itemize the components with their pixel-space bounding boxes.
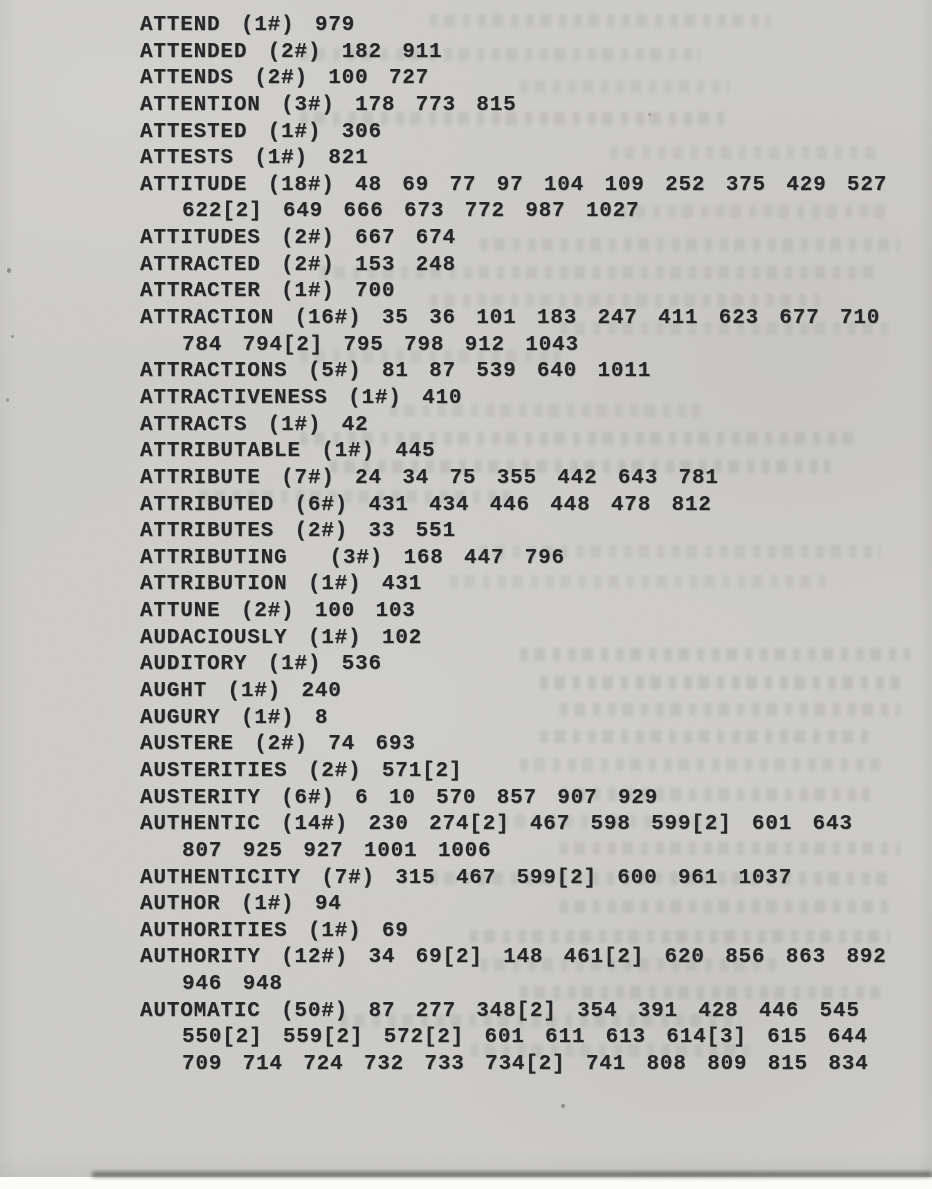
entry-page-refs: 87 277 348[2] 354 391 428 446 545 bbox=[368, 999, 860, 1023]
entry-occurrence-count: (2#) bbox=[281, 227, 335, 251]
entry-word: AUTHORITY bbox=[140, 946, 261, 970]
index-entry-line bbox=[140, 599, 930, 626]
entry-page-refs: 8 bbox=[314, 706, 329, 730]
index-entry-line bbox=[140, 93, 930, 120]
entry-page-refs: 240 bbox=[301, 680, 342, 704]
entry-page-refs: 69 bbox=[381, 919, 409, 943]
entry-page-refs: 48 69 77 97 104 109 252 375 429 527 bbox=[355, 173, 888, 197]
entry-occurrence-count: (5#) bbox=[307, 360, 362, 384]
index-entries-block bbox=[140, 13, 930, 1079]
index-entry-line bbox=[140, 226, 930, 253]
index-entry-line bbox=[140, 306, 930, 333]
index-entry-line bbox=[140, 439, 930, 466]
index-entry-line bbox=[140, 413, 930, 440]
entry-word: ATTITUDES bbox=[140, 227, 261, 251]
entry-word: ATTRACTION bbox=[140, 307, 275, 331]
index-entry-line bbox=[140, 546, 930, 573]
entry-occurrence-count: (2#) bbox=[240, 600, 295, 624]
entry-page-refs: 315 467 599[2] 600 961 1037 bbox=[395, 866, 793, 890]
entry-word: ATTRACTED bbox=[140, 253, 261, 277]
entry-page-refs: 536 bbox=[341, 653, 382, 677]
entry-word: ATTRIBUTABLE bbox=[140, 440, 301, 464]
entry-occurrence-count: (1#) bbox=[281, 280, 335, 304]
entry-occurrence-count: (7#) bbox=[281, 466, 335, 490]
entry-occurrence-count: (18#) bbox=[267, 173, 335, 197]
entry-word: ATTENDED bbox=[140, 40, 248, 64]
index-entry-line bbox=[140, 253, 930, 280]
index-entry-line bbox=[140, 120, 930, 147]
entry-occurrence-count: (1#) bbox=[348, 386, 402, 410]
index-entry-line bbox=[140, 759, 930, 786]
entry-word: ATTUNE bbox=[140, 600, 221, 624]
entry-page-refs: 445 bbox=[395, 440, 436, 464]
index-entry-line bbox=[140, 679, 930, 706]
index-entry-line bbox=[140, 866, 930, 893]
entry-word: ATTENTION bbox=[140, 93, 261, 117]
entry-page-refs: 979 bbox=[314, 14, 356, 37]
entry-page-refs: 33 551 bbox=[368, 520, 456, 544]
entry-page-refs: 35 36 101 183 247 411 623 677 710 bbox=[381, 307, 881, 331]
entry-word: ATTRIBUTING bbox=[140, 546, 288, 570]
entry-page-refs: 100 103 bbox=[314, 600, 416, 624]
entry-page-refs: 700 bbox=[355, 280, 396, 304]
entry-word: AUTHENTIC bbox=[140, 813, 261, 837]
entry-page-refs: 410 bbox=[422, 386, 463, 410]
entry-word: ATTRACTIVENESS bbox=[140, 386, 328, 410]
entry-page-refs: 178 773 815 bbox=[355, 93, 517, 117]
entry-occurrence-count: (12#) bbox=[281, 946, 349, 970]
entry-page-refs: 94 bbox=[314, 893, 342, 917]
entry-word: AUSTERE bbox=[140, 733, 234, 757]
entry-page-refs: 81 87 539 640 1011 bbox=[381, 360, 652, 384]
entry-occurrence-count: (2#) bbox=[267, 40, 322, 64]
entry-occurrence-count: (1#) bbox=[227, 680, 282, 704]
entry-page-refs: 74 693 bbox=[328, 733, 416, 757]
entry-word: AUTHENTICITY bbox=[140, 866, 301, 890]
index-entry-line bbox=[140, 626, 930, 653]
entry-page-refs: 42 bbox=[341, 413, 369, 437]
index-entry-line bbox=[140, 40, 930, 67]
entry-page-refs: 431 bbox=[381, 573, 423, 597]
entry-word: ATTRIBUTES bbox=[140, 520, 275, 544]
entry-page-refs: 168 447 796 bbox=[403, 546, 565, 570]
entry-occurrence-count: (1#) bbox=[307, 919, 362, 943]
entry-occurrence-count: (1#) bbox=[240, 14, 295, 37]
index-entry-line bbox=[140, 706, 930, 733]
index-entry-line bbox=[140, 66, 930, 93]
index-entry-continuation-line: 946 948 bbox=[182, 973, 283, 997]
entry-occurrence-count: (1#) bbox=[240, 893, 295, 917]
index-entry-line bbox=[140, 13, 930, 40]
entry-word: ATTEND bbox=[140, 14, 221, 37]
entry-page-refs: 667 674 bbox=[355, 227, 456, 251]
entry-word: ATTRACTS bbox=[140, 413, 248, 437]
entry-word: AUTOMATIC bbox=[140, 999, 261, 1023]
entry-page-refs: 306 bbox=[341, 120, 382, 144]
entry-page-refs: 153 248 bbox=[355, 253, 456, 277]
entry-occurrence-count: (2#) bbox=[254, 67, 308, 91]
entry-occurrence-count: (1#) bbox=[267, 653, 322, 677]
index-entry-continuation-line: 622[2] 649 666 673 772 987 1027 bbox=[182, 200, 640, 224]
index-entry-line bbox=[140, 999, 930, 1026]
index-entry-continuation-line: 550[2] 559[2] 572[2] 601 611 613 614[3] 615 644 bbox=[182, 1026, 868, 1050]
entry-occurrence-count: (2#) bbox=[281, 253, 335, 277]
entry-occurrence-count: (1#) bbox=[307, 626, 362, 650]
entry-occurrence-count: (3#) bbox=[281, 93, 335, 117]
entry-word: ATTENDS bbox=[140, 67, 234, 91]
entry-word: ATTRIBUTED bbox=[140, 493, 275, 517]
index-entry-line bbox=[140, 892, 930, 919]
entry-page-refs: 102 bbox=[381, 626, 423, 650]
entry-page-refs: 230 274[2] 467 598 599[2] 601 643 bbox=[368, 813, 853, 837]
entry-word: AUTHOR bbox=[140, 893, 221, 917]
index-entry-line bbox=[140, 493, 930, 520]
entry-occurrence-count: (1#) bbox=[267, 120, 322, 144]
index-entry-line bbox=[140, 945, 930, 972]
index-entry-line bbox=[140, 466, 930, 493]
index-entry-continuation-line: 709 714 724 732 733 734[2] 741 808 809 815 834 bbox=[182, 1052, 869, 1076]
entry-occurrence-count: (6#) bbox=[281, 786, 335, 810]
index-entry-line bbox=[140, 919, 930, 946]
entry-word: ATTRACTIONS bbox=[140, 360, 288, 384]
entry-word: AUGURY bbox=[140, 706, 221, 730]
entry-occurrence-count: (2#) bbox=[307, 759, 362, 783]
entry-occurrence-count: (14#) bbox=[281, 813, 349, 837]
entry-word: ATTESTED bbox=[140, 120, 248, 144]
entry-word: ATTITUDE bbox=[140, 173, 248, 197]
entry-page-refs: 431 434 446 448 478 812 bbox=[368, 493, 712, 517]
entry-occurrence-count: (3#) bbox=[329, 546, 384, 570]
entry-page-refs: 571[2] bbox=[381, 759, 463, 783]
entry-occurrence-count: (1#) bbox=[254, 147, 308, 171]
entry-word: AUSTERITIES bbox=[140, 759, 288, 783]
entry-word: AUGHT bbox=[140, 680, 208, 704]
index-entry-line bbox=[140, 786, 930, 813]
entry-word: AUSTERITY bbox=[140, 786, 261, 810]
entry-page-refs: 100 727 bbox=[328, 67, 430, 91]
index-entry-line bbox=[140, 279, 930, 306]
entry-word: AUTHORITIES bbox=[140, 919, 288, 943]
entry-word: AUDACIOUSLY bbox=[140, 626, 288, 650]
index-entry-line bbox=[140, 359, 930, 386]
index-entry-line bbox=[140, 173, 930, 200]
entry-occurrence-count: (2#) bbox=[254, 733, 308, 757]
index-entry-continuation-line: 807 925 927 1001 1006 bbox=[182, 839, 492, 863]
entry-page-refs: 34 69[2] 148 461[2] 620 856 863 892 bbox=[368, 946, 887, 970]
entry-occurrence-count: (6#) bbox=[294, 493, 349, 517]
index-entry-line bbox=[140, 572, 930, 599]
index-entry-line bbox=[140, 812, 930, 839]
entry-word: ATTESTS bbox=[140, 147, 234, 171]
entry-word: ATTRACTER bbox=[140, 280, 261, 304]
entry-occurrence-count: (1#) bbox=[321, 440, 375, 464]
index-entry-line bbox=[140, 652, 930, 679]
entry-page-refs: 182 911 bbox=[341, 40, 443, 64]
entry-occurrence-count: (1#) bbox=[240, 706, 295, 730]
index-entry-line bbox=[140, 386, 930, 413]
entry-word: ATTRIBUTE bbox=[140, 466, 261, 490]
entry-page-refs: 24 34 75 355 442 643 781 bbox=[355, 466, 719, 490]
entry-word: AUDITORY bbox=[140, 653, 248, 677]
entry-page-refs: 821 bbox=[328, 147, 369, 171]
entry-occurrence-count: (1#) bbox=[267, 413, 322, 437]
entry-occurrence-count: (16#) bbox=[294, 307, 362, 331]
entry-word: ATTRIBUTION bbox=[140, 573, 288, 597]
entry-page-refs: 6 10 570 857 907 929 bbox=[355, 786, 659, 810]
index-entry-line bbox=[140, 519, 930, 546]
entry-occurrence-count: (7#) bbox=[321, 866, 375, 890]
page-bottom-edge-shadow bbox=[92, 1172, 932, 1177]
entry-occurrence-count: (50#) bbox=[281, 999, 349, 1023]
index-entry-line bbox=[140, 732, 930, 759]
index-entry-line bbox=[140, 146, 930, 173]
entry-occurrence-count: (2#) bbox=[294, 520, 349, 544]
index-entry-continuation-line: 784 794[2] 795 798 912 1043 bbox=[182, 333, 579, 357]
entry-occurrence-count: (1#) bbox=[307, 573, 362, 597]
